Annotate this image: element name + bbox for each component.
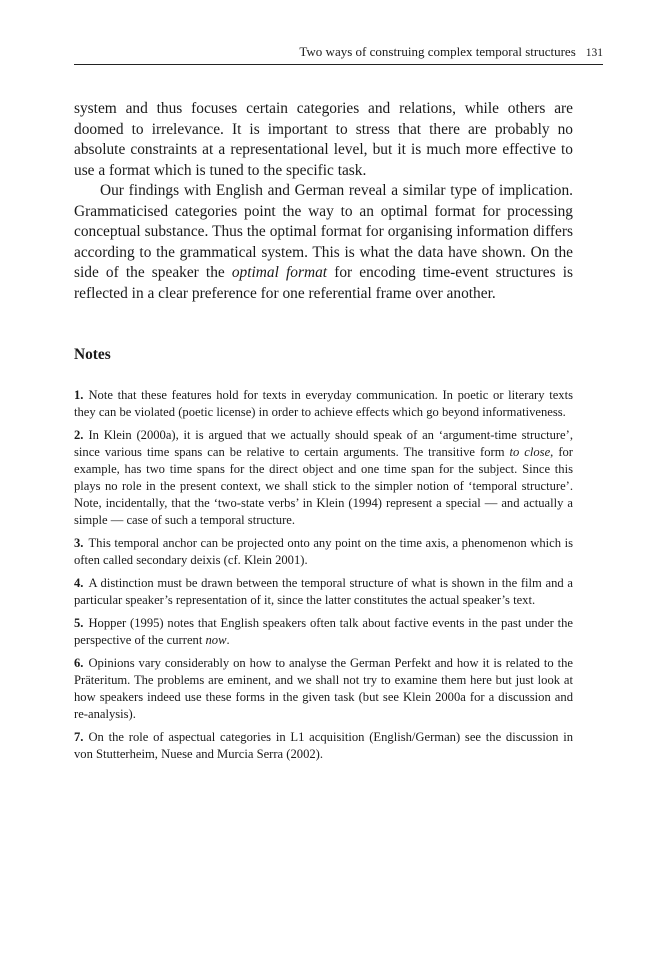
note-number: 2. (74, 428, 84, 442)
note-number: 3. (74, 536, 84, 550)
note-text: Note that these features hold for texts in everyday communication. In poetic or literary texts they can be violated (poetic license) in order to achieve effects which go beyond informativeness. (74, 388, 573, 419)
paragraph-2-emphasis: optimal format (231, 264, 328, 281)
body-text (74, 99, 573, 304)
paragraph-2-text-a: Our findings with English and German reveal a similar type of implication. Grammaticised categories point the way to an optimal format for processing conceptual substance. Thus the optimal format for organising information differs according to the grammatical system. This is what the data have shown. On the side of the speaker the (74, 182, 573, 281)
note-emphasis: now (205, 633, 227, 647)
running-title: Two ways of construing complex temporal structures (299, 44, 576, 59)
note-text: In Klein (2000a), it is argued that we actually should speak of an ‘argument-time structure’, since various time spans can be relative to certain arguments. The transitive form (74, 428, 573, 459)
note-text-continued: , for example, has two time spans for the direct object and one time span for the subject. Since this plays no role in the present context, we shall stick to the simpler notion of ‘temporal structure’. Note, incidentally, that the ‘two-state verbs’ in Klein (1994) represent a special — and actually a simple — case of such a temporal structure. (74, 445, 573, 527)
note-text: On the role of aspectual categories in L1 acquisition (English/German) see the discussion in von Stutterheim, Nuese and Murcia Serra (2002). (74, 730, 573, 761)
note-text-end: . (226, 633, 230, 647)
page-number: 131 (585, 47, 603, 59)
note-text: A distinction must be drawn between the temporal structure of what is shown in the film and a particular speaker’s representation of it, since the latter constitutes the actual speaker’s text. (74, 576, 573, 607)
running-header (74, 44, 603, 61)
note-number: 6. (74, 656, 84, 670)
note-2 (74, 427, 573, 529)
notes-list (74, 387, 573, 769)
note-4 (74, 575, 573, 609)
note-1 (74, 387, 573, 421)
paragraph-2-text-b: for encoding time-event structures is reflected in a clear preference for one referential frame over another. (74, 264, 573, 302)
note-text: Hopper (1995) notes that English speakers often talk about factive events in the past under the perspective of the current (74, 616, 573, 647)
note-6 (74, 655, 573, 723)
note-3 (74, 535, 573, 569)
note-7 (74, 729, 573, 763)
notes-heading: Notes (74, 346, 111, 363)
note-number: 4. (74, 576, 84, 590)
note-5 (74, 615, 573, 649)
note-text: This temporal anchor can be projected onto any point on the time axis, a phenomenon which is often called secondary deixis (cf. Klein 2001). (74, 536, 573, 567)
note-number: 1. (74, 388, 84, 402)
note-number: 7. (74, 730, 84, 744)
note-number: 5. (74, 616, 84, 630)
paragraph-1: system and thus focuses certain categories and relations, while others are doomed to irrelevance. It is important to stress that there are probably no absolute constraints at a representational level, but it is much more effective to use a format which is tuned to the specific task. (74, 100, 573, 179)
note-emphasis: to close (509, 445, 551, 459)
note-text: Opinions vary considerably on how to analyse the German Perfekt and how it is related to the Präteritum. The problems are eminent, and we shall not try to examine them here but just look at how speakers indeed use these forms in the given task (but see Klein 2000a for a discussion and re-analysis). (74, 656, 573, 721)
header-rule (74, 64, 603, 65)
paragraph-2 (74, 181, 573, 304)
